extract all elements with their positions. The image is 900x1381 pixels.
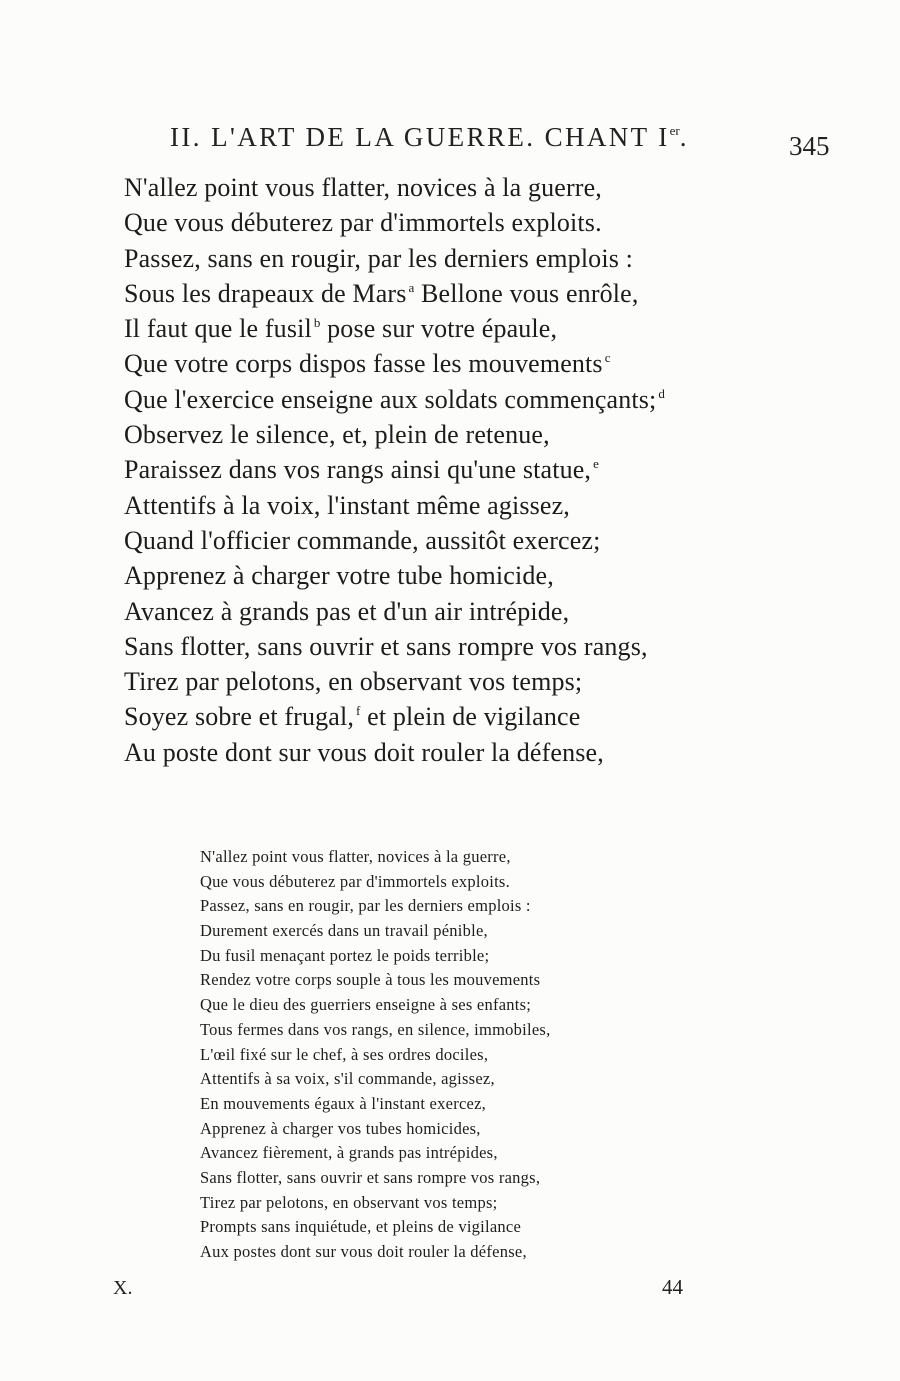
verse-text: et plein de vigilance [360,702,581,732]
page-number: 345 [789,131,830,161]
verse-line [124,699,824,734]
verse-text: N'allez point vous flatter, novices à la guerre, [124,173,602,202]
running-title-superscript: er [669,123,680,138]
verse-line [124,346,824,381]
original-verse-line: Aux postes dont sur vous doit rouler la défense, [200,1242,527,1261]
footnote-marker: b [313,315,321,331]
verse-line [124,205,824,240]
footer-sheet-number: 44 [662,1275,683,1299]
verse-line [124,170,824,205]
original-verse-line: Du fusil menaçant portez le poids terrible; [200,945,490,965]
original-verse-line: En mouvements égaux à l'instant exercez, [200,1093,487,1113]
footer-signature: X. [113,1277,133,1299]
footnote-marker: f [356,703,361,719]
verse-line [124,594,824,629]
running-title-text: II. L'ART DE LA GUERRE. CHANT I [170,122,670,152]
verse-text: Que l'exercice enseigne aux soldats commençants; [124,384,657,414]
verse-text: Sous les drapeaux de Mars [124,278,407,308]
original-verse-line: Que le dieu des guerriers enseigne à ses enfants; [200,995,532,1015]
verse-line [124,452,824,487]
verse-line [124,382,824,417]
footnote-marker: a [408,279,415,295]
verse-text: pose sur votre épaule, [320,314,558,344]
original-verse-line: N'allez point vous flatter, novices à la guerre, [200,847,511,866]
verse-text: Au poste dont sur vous doit rouler la défense, [124,737,604,767]
verse-line [124,629,824,664]
verse-line [124,523,824,558]
original-verse-line: Que vous débuterez par d'immortels exploits. [200,871,510,891]
verse-line [124,417,824,452]
verse-line [124,735,824,770]
original-verse-line: Avancez fièrement, à grands pas intrépides, [200,1143,498,1163]
translation-verse-block [124,170,824,770]
running-header [0,122,900,166]
original-verse-line: Rendez votre corps souple à tous les mouvements [200,970,541,990]
verse-text: Que vous débuterez par d'immortels exploits. [124,208,602,238]
verse-text: Avancez à grands pas et d'un air intrépide, [124,596,570,626]
verse-line [124,664,824,699]
verse-text: Paraissez dans vos rangs ainsi qu'une statue, [124,455,592,485]
verse-line [124,488,824,523]
footnote-marker: c [604,350,611,366]
verse-line [124,558,824,593]
original-verse-line: Tous fermes dans vos rangs, en silence, immobiles, [200,1019,551,1039]
original-verse-line: Tirez par pelotons, en observant vos temps; [200,1192,498,1212]
original-verse-line: Passez, sans en rougir, par les derniers emplois : [200,896,531,916]
verse-text: Quand l'officier commande, aussitôt exercez; [124,525,601,555]
verse-text: Bellone vous enrôle, [414,278,639,308]
verse-line [124,311,824,346]
footnote-marker: e [593,456,599,472]
original-verse-block [200,845,700,1265]
original-verse-line: Prompts sans inquiétude, et pleins de vigilance [200,1217,522,1237]
original-verse-line: Sans flotter, sans ouvrir et sans rompre vos rangs, [200,1167,541,1187]
original-verse-line: Attentifs à sa voix, s'il commande, agissez, [200,1069,495,1089]
verse-text: Il faut que le fusil [124,314,312,344]
verse-text: Sans flotter, sans ouvrir et sans rompre vos rangs, [124,631,648,661]
original-verse-line: Apprenez à charger vos tubes homicides, [200,1118,481,1138]
verse-line [124,276,824,311]
verse-text: Tirez par pelotons, en observant vos temps; [124,667,583,697]
verse-text: Que votre corps dispos fasse les mouvements [124,349,603,379]
running-title [170,122,689,153]
verse-text: Apprenez à charger votre tube homicide, [124,561,554,591]
verse-line [124,241,824,276]
running-title-end: . [679,122,689,152]
verse-text: Observez le silence, et, plein de retenue, [124,420,550,450]
verse-text: Passez, sans en rougir, par les derniers emplois : [124,243,634,273]
original-verse-line: Durement exercés dans un travail pénible, [200,921,488,941]
original-verse-line: L'œil fixé sur le chef, à ses ordres dociles, [200,1044,489,1064]
verse-text: Soyez sobre et frugal, [124,702,355,732]
footnote-marker: d [658,385,666,401]
verse-text: Attentifs à la voix, l'instant même agissez, [124,490,570,520]
